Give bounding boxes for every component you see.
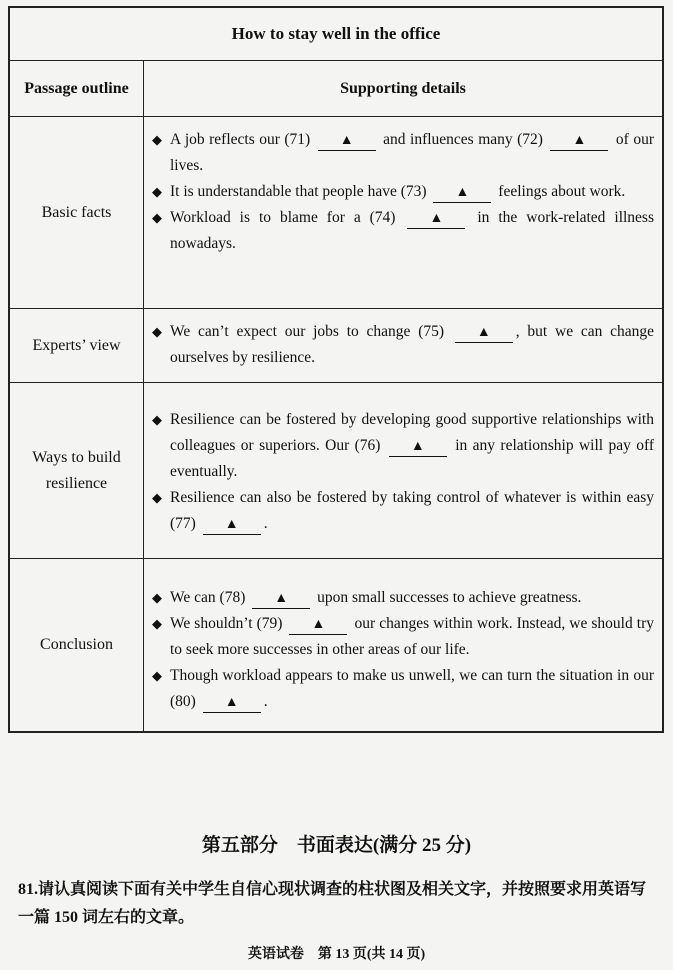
answer-blank[interactable]: ▲	[318, 132, 376, 151]
bullet-diamond-icon: ◆	[152, 668, 162, 683]
page-footer: 英语试卷 第 13 页(共 14 页)	[247, 947, 426, 962]
text-segment: We can’t expect our jobs to change (75)	[170, 323, 452, 340]
text-segment: A job reflects our (71)	[170, 131, 315, 148]
bullet-diamond-icon: ◆	[152, 412, 162, 427]
row-label: Experts’ view	[10, 309, 144, 382]
text-segment: upon small successes to achieve greatness.	[313, 589, 582, 606]
outline-table	[8, 6, 664, 733]
text-segment: Though workload appears to make us unwell, we can turn the situation in our (80)	[170, 667, 654, 710]
table-header-row	[10, 61, 662, 117]
answer-blank[interactable]: ▲	[389, 438, 447, 457]
answer-blank[interactable]: ▲	[433, 184, 491, 203]
bullet-diamond-icon: ◆	[152, 324, 162, 339]
detail-text	[170, 585, 654, 611]
answer-blank[interactable]: ▲	[289, 616, 347, 635]
bullet-diamond-icon: ◆	[152, 210, 162, 225]
text-segment: in any relationship will pay off eventually.	[170, 437, 655, 480]
bullet-diamond-icon: ◆	[152, 184, 162, 199]
detail-text	[170, 179, 654, 205]
text-segment: our changes within work. Instead, we should try to seek more successes in other areas of our life.	[170, 615, 654, 658]
detail-item	[152, 319, 654, 371]
row-conclusion	[10, 559, 662, 731]
answer-blank[interactable]: ▲	[455, 324, 513, 343]
table-title: How to stay well in the office	[10, 8, 662, 61]
text-segment: , but we can change ourselves by resilience.	[170, 323, 655, 366]
text-segment: It is understandable that people have (73)	[170, 183, 431, 200]
detail-text	[170, 407, 654, 485]
text-segment: feelings about work.	[494, 183, 626, 200]
text-segment: of our lives.	[170, 131, 654, 174]
row-details	[144, 559, 662, 731]
detail-item	[152, 485, 654, 537]
row-label: Basic facts	[10, 117, 144, 308]
detail-text	[170, 663, 654, 715]
text-segment: We shouldn’t (79)	[170, 615, 287, 632]
text-segment: in the work-related illness nowadays.	[170, 209, 654, 252]
question-81: 81.请认真阅读下面有关中学生自信心现状调查的柱状图及相关文字，并按照要求用英语写一篇 150 词左右的文章。	[18, 881, 647, 926]
bullet-diamond-icon: ◆	[152, 132, 162, 147]
text-segment: .	[263, 693, 268, 710]
row-label: Ways to build resilience	[10, 383, 144, 558]
answer-blank[interactable]: ▲	[550, 132, 608, 151]
detail-item	[152, 205, 654, 257]
section-title: 第五部分 书面表达(满分 25 分)	[201, 835, 472, 856]
answer-blank[interactable]: ▲	[407, 210, 465, 229]
detail-text	[170, 319, 654, 371]
row-details	[144, 117, 662, 308]
row-experts-view	[10, 309, 662, 383]
bullet-diamond-icon: ◆	[152, 616, 162, 631]
bullet-diamond-icon: ◆	[152, 490, 162, 505]
detail-text	[170, 485, 654, 537]
row-ways-to-build-resilience	[10, 383, 662, 559]
detail-item	[152, 179, 654, 205]
detail-text	[170, 611, 654, 663]
answer-blank[interactable]: ▲	[203, 516, 261, 535]
answer-blank[interactable]: ▲	[203, 694, 261, 713]
row-details	[144, 383, 662, 558]
detail-item	[152, 663, 654, 715]
detail-text	[170, 127, 654, 179]
detail-text	[170, 205, 654, 257]
text-segment: Workload is to blame for a (74)	[170, 209, 405, 226]
header-supporting-details: Supporting details	[340, 79, 466, 97]
text-segment: Resilience can be fostered by developing good supportive relationships with colleagues or superiors. Our (76)	[170, 411, 654, 454]
detail-item	[152, 127, 654, 179]
detail-item	[152, 585, 654, 611]
detail-item	[152, 407, 654, 485]
row-label: Conclusion	[10, 559, 144, 731]
detail-item	[152, 611, 654, 663]
bullet-diamond-icon: ◆	[152, 590, 162, 605]
header-passage-outline: Passage outline	[10, 61, 144, 116]
text-segment: and influences many (72)	[378, 131, 548, 148]
text-segment: We can (78)	[170, 589, 250, 606]
row-details	[144, 309, 662, 382]
answer-blank[interactable]: ▲	[252, 590, 310, 609]
text-segment: Resilience can also be fostered by taking control of whatever is within easy (77)	[170, 489, 654, 532]
row-basic-facts	[10, 117, 662, 309]
text-segment: .	[263, 515, 268, 532]
